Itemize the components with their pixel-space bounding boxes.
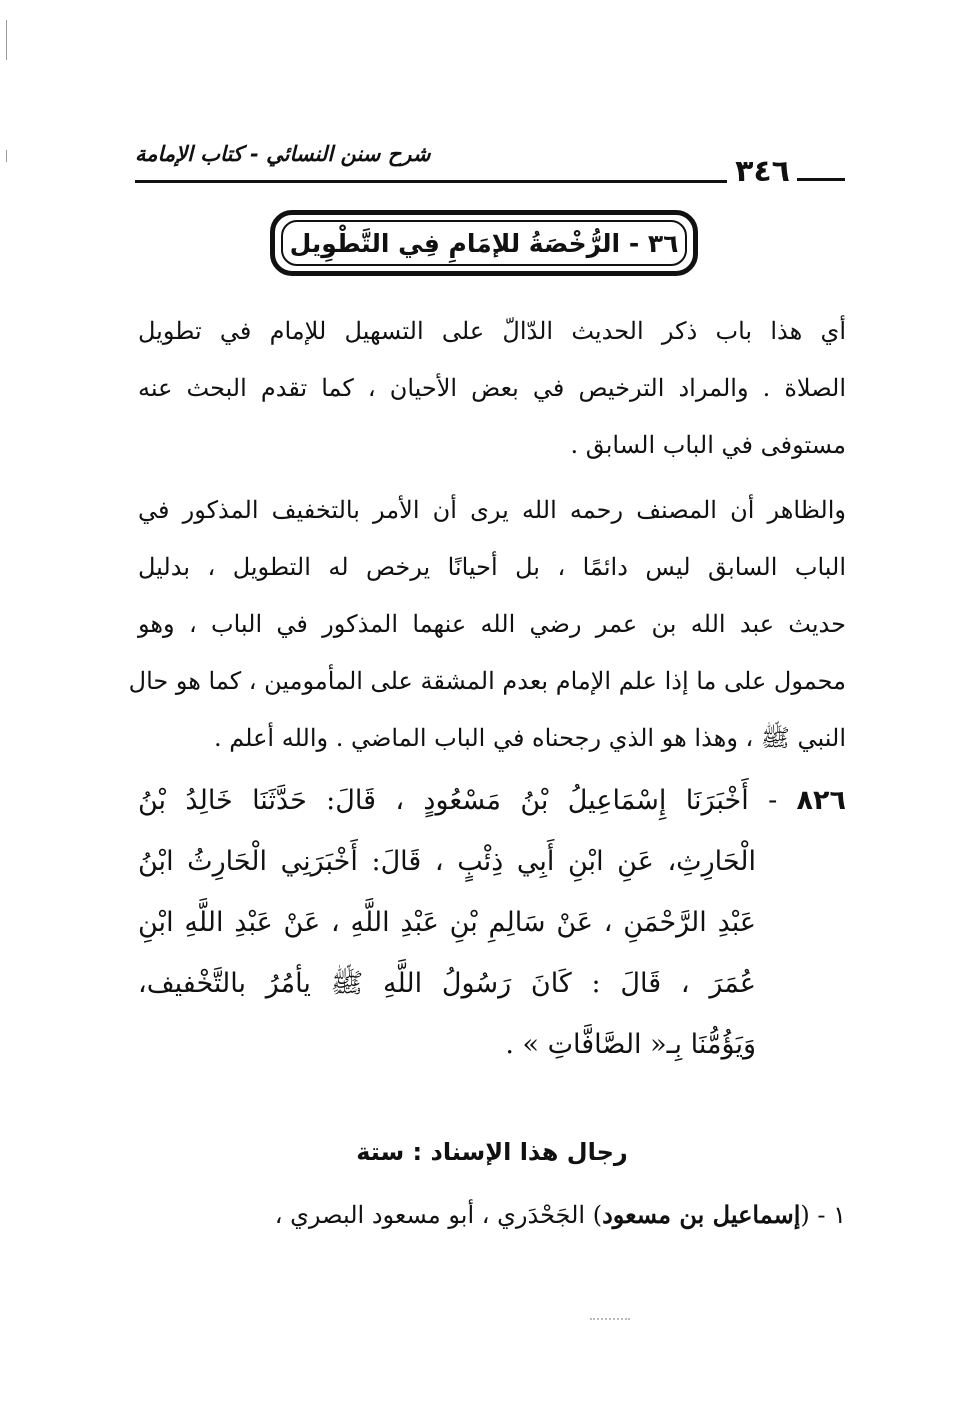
paragraph-line: الصلاة . والمراد الترخيص في بعض الأحيان ، كما تقدم البحث عنه	[138, 374, 847, 402]
paragraph-line: النبي ﷺ ، وهذا هو الذي رجحناه في الباب الماضي . والله أعلم .	[213, 724, 846, 752]
narrator-prefix: ١ - (	[800, 1201, 846, 1229]
hadith-line: عَبْدِ الرَّحْمَنِ ، عَنْ سَالِمِ بْنِ عَبْدِ اللَّهِ ، عَنْ عَبْدِ اللَّهِ ابْنِ	[138, 907, 756, 938]
hadith-line: الْحَارِثِ، عَنِ ابْنِ أَبِي ذِئْبٍ ، قَالَ: أَخْبَرَنِي الْحَارِثُ ابْنُ	[138, 846, 756, 877]
hadith-line-text: - أَخْبَرَنَا إِسْمَاعِيلُ بْنُ مَسْعُودٍ ، قَالَ: حَدَّثَنَا خَالِدُ بْنُ	[138, 785, 797, 816]
hadith-line: عُمَرَ ، قَالَ : كَانَ رَسُولُ اللَّهِ ﷺ يأمُرُ بالتَّخْفيف،	[138, 968, 756, 999]
hadith-text	[138, 770, 846, 1075]
hadith-first-line	[138, 770, 846, 831]
paragraph-line: محمول على ما إذا علم الإمام بعدم المشقة على المأمومين ، كما هو حال	[128, 667, 846, 695]
chapter-title: ٣٦ - الرُّخْصَةُ للإمَامِ فِي التَّطْوِيل	[289, 228, 679, 258]
page-number: ٣٤٦	[735, 154, 790, 189]
paragraph-line: أي هذا باب ذكر الحديث الدّالّ على التسهيل للإمام في تطويل	[138, 317, 846, 345]
hadith-number: ٨٢٦	[796, 785, 846, 816]
intro-paragraph	[138, 303, 846, 474]
chapter-title-frame	[270, 210, 698, 276]
header-rule	[135, 180, 727, 183]
scan-edge-mark	[6, 150, 7, 162]
scan-edge-mark	[6, 20, 7, 60]
paragraph-line: والظاهر أن المصنف رحمه الله يرى أن الأمر بالتخفيف المذكور في	[138, 496, 846, 524]
paragraph-line: حديث عبد الله بن عمر رضي الله عنهما المذكور في الباب ، وهو	[138, 610, 846, 638]
running-title: شرح سنن النسائي - كتاب الإمامة	[135, 142, 431, 166]
chapter-title-inner-frame	[281, 220, 687, 266]
narrator-name: إسماعيل بن مسعود	[602, 1200, 801, 1229]
narrator-entry	[138, 1200, 846, 1229]
hadith-line: وَيَؤُمُّنَا بِـ« الصَّافَّاتِ » .	[505, 1029, 756, 1060]
paragraph-line: الباب السابق ليس دائمًا ، بل أحيانًا يرخص له التطويل ، بدليل	[138, 553, 846, 581]
page-number-dash	[797, 178, 845, 181]
page-header	[135, 140, 845, 188]
explanation-paragraph	[128, 482, 846, 767]
paragraph-line: مستوفى في الباب السابق .	[570, 431, 846, 459]
scan-smudge	[590, 1318, 630, 1322]
section-heading: رجال هذا الإسناد : ستة	[356, 1138, 628, 1166]
narrator-suffix: ) الجَحْدَري ، أبو مسعود البصري ،	[274, 1201, 603, 1229]
